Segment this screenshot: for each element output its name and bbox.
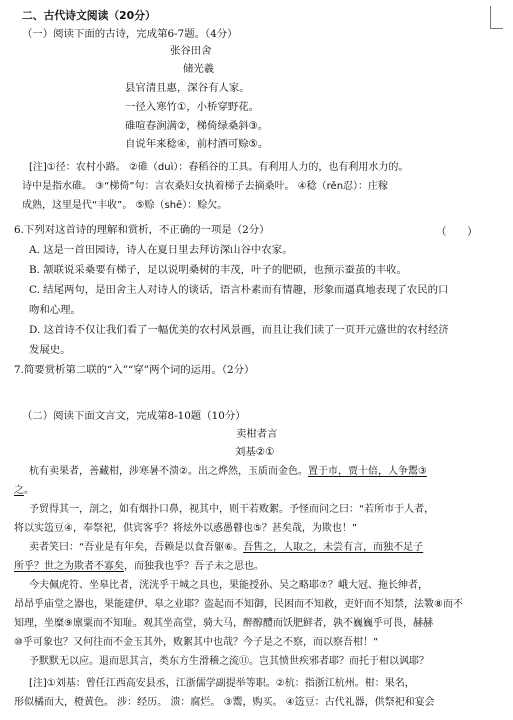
prose-note: [注]①刘基：曾任江西高安县丞，江浙儒学副提举等职。②杭：指浙江杭州。柑：果名， [29,678,415,689]
prose-line: 杭有卖果者，善藏柑，涉寒暑不溃②。出之烨然，玉质而金色。置于市，贾十倍，人争鬻③ [29,466,427,477]
option-b: B. 颔联说采桑要有梯子，足以说明桑树的丰茂，叶子的肥硕，也预示蚕茧的丰收。 [29,264,407,276]
prose-line: 予贸得其一，剖之，如有烟扑口鼻，视其中，则干若败絮。予怪而问之曰：“若所市于人者， [29,504,435,515]
poem-note: [注]①径：农村小路。 ②碓（duì）：舂稻谷的工具。有利用人力的，也有利用水力的。 [29,162,409,173]
poem-line: 碓喧春涧满②，梯倚绿桑斜③。 [125,120,269,132]
prose-line: 卖者笑曰：“吾业是有年矣，吾赖是以食吾躯⑥。吾售之，人取之，未尝有言，而独不足子 [29,542,424,553]
prose-line: 之。 [14,485,34,496]
prose-note: 形似橘而大，橙黄色。 涉：经历。 溃：腐烂。 ③鬻，购买。 ④笾豆：古代礼器，供祭祀和宴会 [14,697,435,708]
option-c: C. 结尾两句，是田舍主人对诗人的谈话，语言朴素而有情趣，形象而逼真地表现了农民的口 [29,284,449,296]
poem-note: 成熟，这里是代“丰收”。 ⑤赊（shē）：赊欠。 [22,200,228,211]
option-d-cont: 发展史。 [29,344,71,356]
part1-intro: （一）阅读下面的古诗，完成第6-7题。（4分） [22,28,238,40]
question-6-stem: 6.下列对这首诗的理解和赏析，不正确的一项是（2分） [14,224,270,236]
poem-line: 自说年来稔④，前村酒可赊⑤。 [125,138,269,150]
page-corner-mark [490,6,503,29]
section-title: 二、古代诗文阅读（20分） [22,9,156,22]
option-c-cont: 吻和心理。 [29,304,81,316]
prose-line: 所乎？世之为欺者不寡矣，而独我也乎？吾子未之思也。 [14,561,264,572]
prose-line: ⑩乎可象也？又何往而不金玉其外，败絮其中也哉？今子是之不察，而以察吾柑！” [14,637,379,648]
prose-line: 将以实笾豆④，奉祭祀，供宾客乎？将炫外以惑愚瞽也⑤？甚矣哉，为欺也！” [14,523,358,534]
poem-note: 诗中是指水碓。 ③“梯倚”句：言农桑妇女执着梯子去摘桑叶。 ④稔（rěn忍）：庄稼 [22,181,389,192]
poem-poet: 储光羲 [183,63,215,75]
prose-line: 知理，坐糜⑨廪粟而不知耻。观其坐高堂，骑大马，醉醇醴而饫肥鲜者，孰不巍巍乎可畏，赫赫 [14,618,433,629]
poem-title: 张谷田舍 [170,45,212,57]
question-7: 7.简要赏析第二联的“入”“穿”两个词的运用。（2分） [14,364,255,376]
option-d: D. 这首诗不仅让我们看了一幅优美的农村风景画，而且让我们读了一页开元盛世的农村经济 [29,324,449,336]
prose-line: 今夫佩虎符、坐皋比者，洸洸乎干城之具也，果能授孙、吴之略耶⑦？峨大冠、拖长绅者， [29,580,428,591]
answer-paren: （ ） [436,226,478,238]
prose-author: 刘基②① [235,446,275,458]
poem-line: 县官清且惠，深谷有人家。 [125,82,250,94]
part2-intro: （二）阅读下面文言文，完成第8-10题（10分） [22,410,246,422]
prose-title: 卖柑者言 [236,428,278,440]
poem-line: 一径入寒竹①，小桥穿野花。 [125,101,260,113]
prose-line: 予默默无以应。退而思其言，类东方生滑稽之流⑪。岂其愤世疾邪者耶？而托于柑以讽耶？ [29,656,429,667]
prose-line: 昂昂乎庙堂之器也，果能建伊、皋之业耶？盗起而不知御，民困而不知救，吏奸而不知禁，法斁⑧而不 [14,599,463,610]
option-a: A. 这是一首田园诗，诗人在夏日里去拜访深山谷中农家。 [29,244,293,256]
